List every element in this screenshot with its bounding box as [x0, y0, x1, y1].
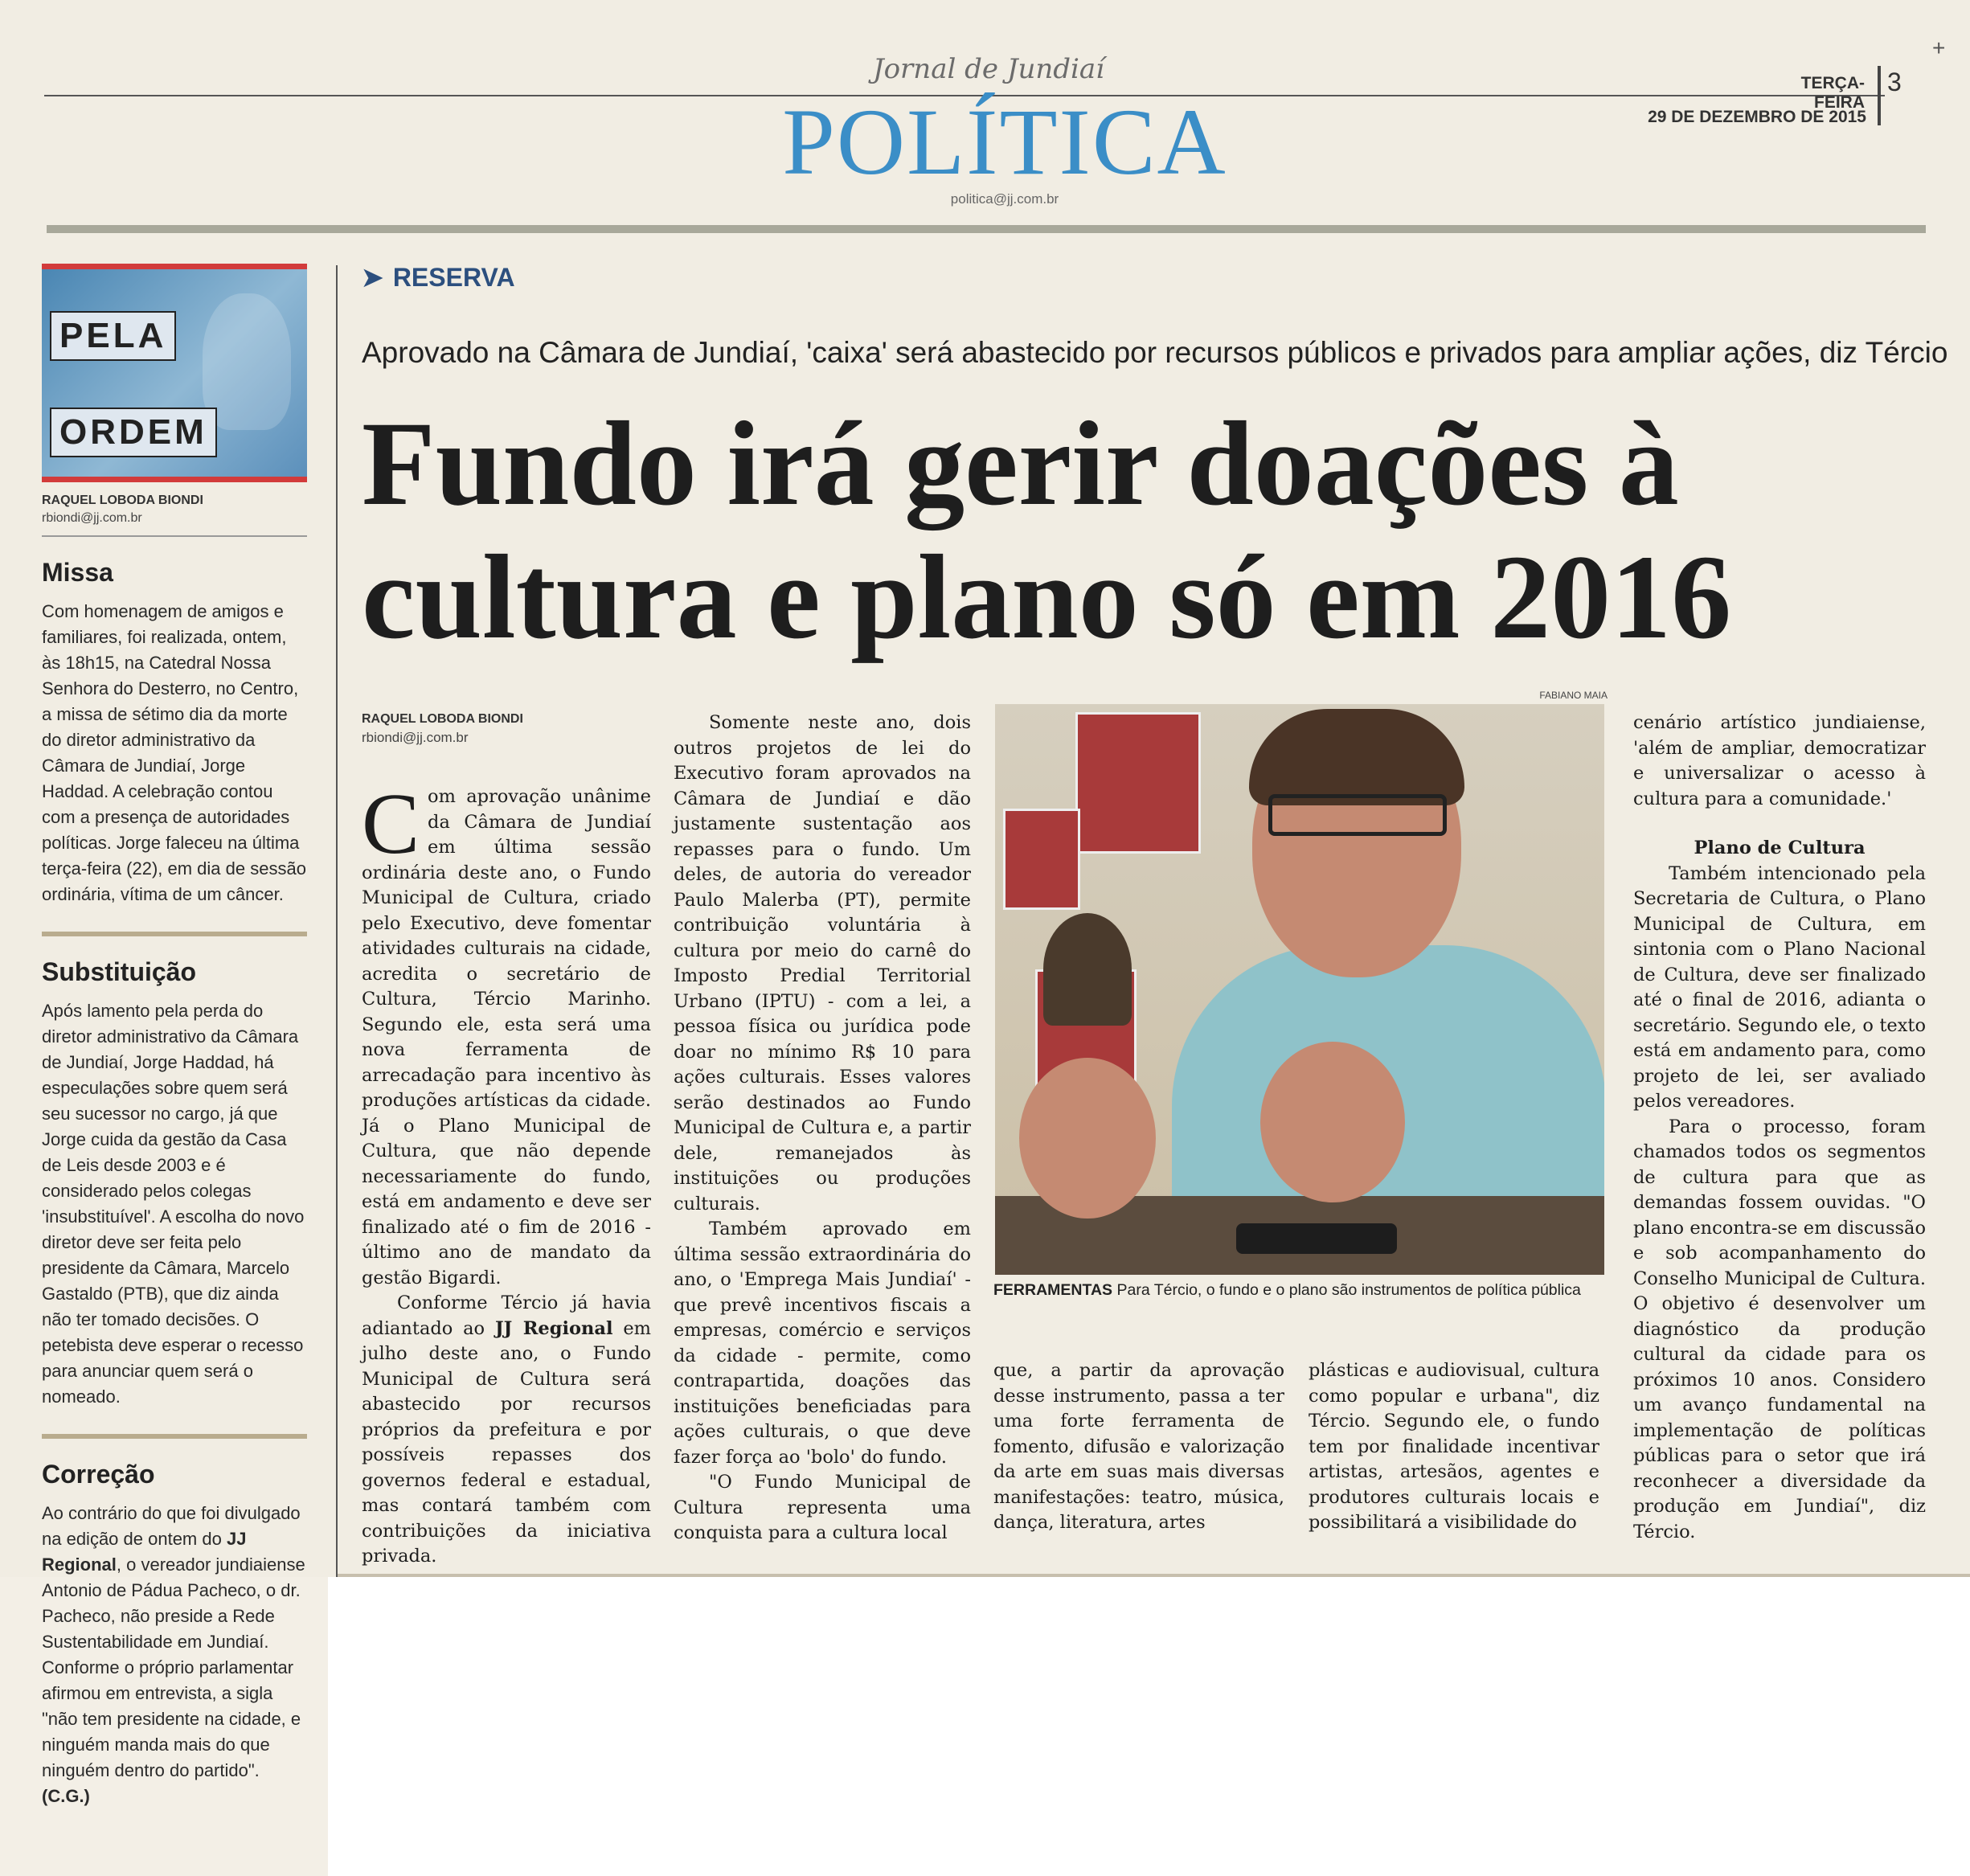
column-logo: [42, 264, 307, 482]
section-title: POLÍTICA: [782, 89, 1227, 195]
wall-frame: [1075, 712, 1201, 854]
sidebar-column: [42, 264, 307, 1809]
article-paragraph: [362, 1291, 651, 1570]
note-title-missa: Missa: [42, 558, 113, 587]
article-paragraph: Somente neste ano, dois outros projetos de lei do Executivo foram aprovados na Câmara de Jundiaí e dão justamente sustentação aos repasses para o fundo. Um deles, de autoria do vereador Paulo Malerba (PT), permite contribuição voluntária à cultura por meio do carnê do Imposto Predial Territorial Urbano (IPTU) - com a lei, a pessoa física ou jurídica pode doar no mínimo R$ 10 para ações culturais. Esses valores serão destinados ao Fundo Municipal de Cultura e, a partir dele, remanejados às instituições ou produções culturais.: [674, 712, 971, 1214]
column-logo-word-1: PELA: [50, 311, 176, 361]
sidebar-author: RAQUEL LOBODA BIONDI: [42, 494, 203, 507]
article-column-4: [1309, 1358, 1599, 1536]
section-divider: [47, 225, 1926, 233]
section-subtitle: Plano de Cultura: [1694, 838, 1866, 858]
page-number-bar: [1878, 66, 1881, 125]
article-column-5: [1633, 711, 1926, 1545]
article-paragraph: Também intencionado pela Secretaria de Cultura, o Plano Municipal de Cultura, em sintonia com o Plano Nacional de Cultura, deve ser finalizado até o final de 2016, adianta o secretário. Segundo ele, o texto está em andamento para, como projeto de lei, ser avaliado pelos vereadores.: [1633, 862, 1926, 1112]
arrow-right-icon: ➤: [362, 263, 383, 292]
photo-caption: [993, 1281, 1612, 1300]
paragraph-text: Conforme Tércio já havia adiantado ao: [362, 1292, 651, 1339]
photo-credit: FABIANO MAIA: [1539, 690, 1608, 701]
note-title-correcao: Correção: [42, 1460, 155, 1489]
kicker-label: RESERVA: [392, 263, 515, 292]
article-paragraph: Também aprovado em última sessão extraordinária do ano, o 'Emprega Mais Jundiaí' - que prevê incentivos fiscais a empresas, comércio e serviços da cidade - permite, como contrapartida, doações das instituições beneficiadas para ações culturais, o que deve fazer força ao 'bolo' do fundo.: [674, 1219, 971, 1468]
article-author: RAQUEL LOBODA BIONDI: [362, 712, 523, 726]
crosshair-icon: +: [1932, 35, 1946, 60]
man-hand-right: [1260, 1042, 1405, 1202]
page-bottom-edge: [338, 1574, 1970, 1577]
article-paragraph: [362, 776, 651, 1291]
article-column-3: [993, 1358, 1284, 1536]
article-column-2: [674, 711, 971, 1546]
man-hair: [1249, 709, 1464, 805]
note-text-bold: JJ Regional: [42, 1529, 247, 1575]
caption-label: FERRAMENTAS: [993, 1281, 1113, 1299]
weekday: TERÇA-FEIRA: [1800, 74, 1865, 112]
column-logo-word-2: ORDEM: [50, 408, 217, 457]
article-paragraph: plásticas e audiovisual, cultura como popular e urbana", diz Tércio. Segundo ele, o fundo tem por finalidade incentivar artistas, artesãos, agentes e produtores culturais locais e possibilitará a visibilidade do: [1309, 1360, 1599, 1533]
paragraph-text: em julho deste ano, o Fundo Municipal de Cultura será abastecido por recursos próprios da prefeitura e por possíveis repasses dos governos federal e estadual, mas contará também com contribuições da iniciativa privada.: [362, 1317, 652, 1567]
sidebar-rule: [42, 535, 307, 537]
page-number: 3: [1887, 68, 1902, 96]
article-photo: [995, 704, 1604, 1275]
article-paragraph: cenário artístico jundiaiense, 'além de ampliar, democratizar e universalizar o acesso à cultura para a comunidade.': [1633, 712, 1926, 809]
article-paragraph: Para o processo, foram chamados todos os segmentos de cultura para que as demandas fossem ouvidas. "O plano encontra-se em discussão e sob acompanhamento do Conselho Municipal de Cultura. O objetivo é desenvolver um diagnóstico da produção cultural da cidade para os próximos 10 anos. Considero um avanço fundamental na implementação de políticas públicas para o setor que irá reconhecer a diversidade da produção em Jundiaí", diz Tércio.: [1633, 1116, 1926, 1542]
note-text-bold: (C.G.): [42, 1786, 90, 1806]
note-text-missa: Com homenagem de amigos e familiares, foi realizada, ontem, às 18h15, na Catedral Nossa Senhora do Desterro, no Centro, a missa de sétimo dia da morte do diretor administrativo da Câmara de Jundiaí, Jorge Haddad. A celebração contou com a presença de autoridades políticas. Jorge faleceu na última terça-feira (22), em dia de sessão ordinária, vítima de um câncer.: [42, 601, 306, 904]
note-text-substituicao: Após lamento pela perda do diretor administrativo da Câmara de Jundiaí, Jorge Haddad, há especulações sobre quem será seu sucessor no cargo, já que Jorge cuida da gestão da Casa de Leis desde 2003 e é considerado pelos colegas 'insubstituível'. A escolha do novo diretor deve ser feita pelo presidente da Câmara, Marcelo Gastaldo (PTB), que diz ainda não ter tomado decisões. O petebista deve esperar o recesso para anunciar quem será o nomeado.: [42, 1001, 305, 1407]
article-paragraph: "O Fundo Municipal de Cultura representa uma conquista para a cultura local: [674, 1472, 971, 1543]
issue-date: 29 DE DEZEMBRO DE 2015: [1648, 108, 1866, 126]
blank-area: [328, 1577, 1970, 1876]
column-divider: [336, 265, 338, 1577]
caption-text: Para Tércio, o fundo e o plano são instrumentos de política pública: [1112, 1281, 1581, 1299]
article-email: rbiondi@jj.com.br: [362, 730, 469, 745]
article-column-1: [362, 776, 652, 1570]
wall-frame: [1003, 809, 1080, 910]
statue: [1043, 913, 1132, 1026]
section-email: politica@jj.com.br: [950, 191, 1059, 207]
drop-cap: C: [362, 776, 420, 872]
paper-name: Jornal de Jundiaí: [872, 53, 1105, 85]
man-hand-left: [1019, 1058, 1156, 1219]
note-separator: [42, 932, 307, 936]
glasses-icon: [1268, 794, 1447, 836]
note-separator: [42, 1434, 307, 1439]
headline-line-1: Fundo irá gerir doações à: [362, 397, 1679, 530]
sidebar-email: rbiondi@jj.com.br: [42, 511, 142, 525]
headline: [362, 397, 1937, 664]
paragraph-bold: JJ Regional: [494, 1317, 613, 1339]
note-text-part: Ao contrário do que foi divulgado na edição de ontem do: [42, 1503, 301, 1549]
paragraph-text: om aprovação unânime da Câmara de Jundiaí em última sessão ordinária deste ano, o Fundo Municipal de Cultura, criado pelo Executivo, deve fomentar atividades culturais na cidade, acredita o secretário de Cultura, Tércio Marinho. Segundo ele, esta será uma nova ferramenta de arrecadação para incentivo às produções artísticas da cidade. Já o Plano Municipal de Cultura, que não depende necessariamente do fundo, está em andamento e deve ser finalizado até o fim de 2016 - último ano de mandato da gestão Bigardi.: [362, 786, 651, 1288]
kicker: [362, 262, 515, 293]
note-text-correcao: [42, 1501, 307, 1809]
note-title-substituicao: Substituição: [42, 957, 197, 986]
phone-icon: [1236, 1223, 1397, 1254]
headline-line-2: cultura e plano só em 2016: [362, 530, 1732, 664]
article-paragraph: que, a partir da aprovação desse instrumento, passa a ter uma forte ferramenta de fomento, difusão e valorização da arte em suas mais diversas manifestações: teatro, música, dança, literatura, artes: [993, 1360, 1284, 1533]
subheadline: Aprovado na Câmara de Jundiaí, 'caixa' será abastecido por recursos públicos e privados para ampliar ações, diz Tércio: [362, 336, 1948, 369]
note-text-part: , o vereador jundiaiense Antonio de Pádua Pacheco, o dr. Pacheco, não preside a Rede Sustentabilidade em Jundiaí. Conforme o próprio parlamentar afirmou em entrevista, a sigla "não tem presidente na cidade, e ninguém manda mais do que ninguém dentro do partido".: [42, 1554, 305, 1780]
